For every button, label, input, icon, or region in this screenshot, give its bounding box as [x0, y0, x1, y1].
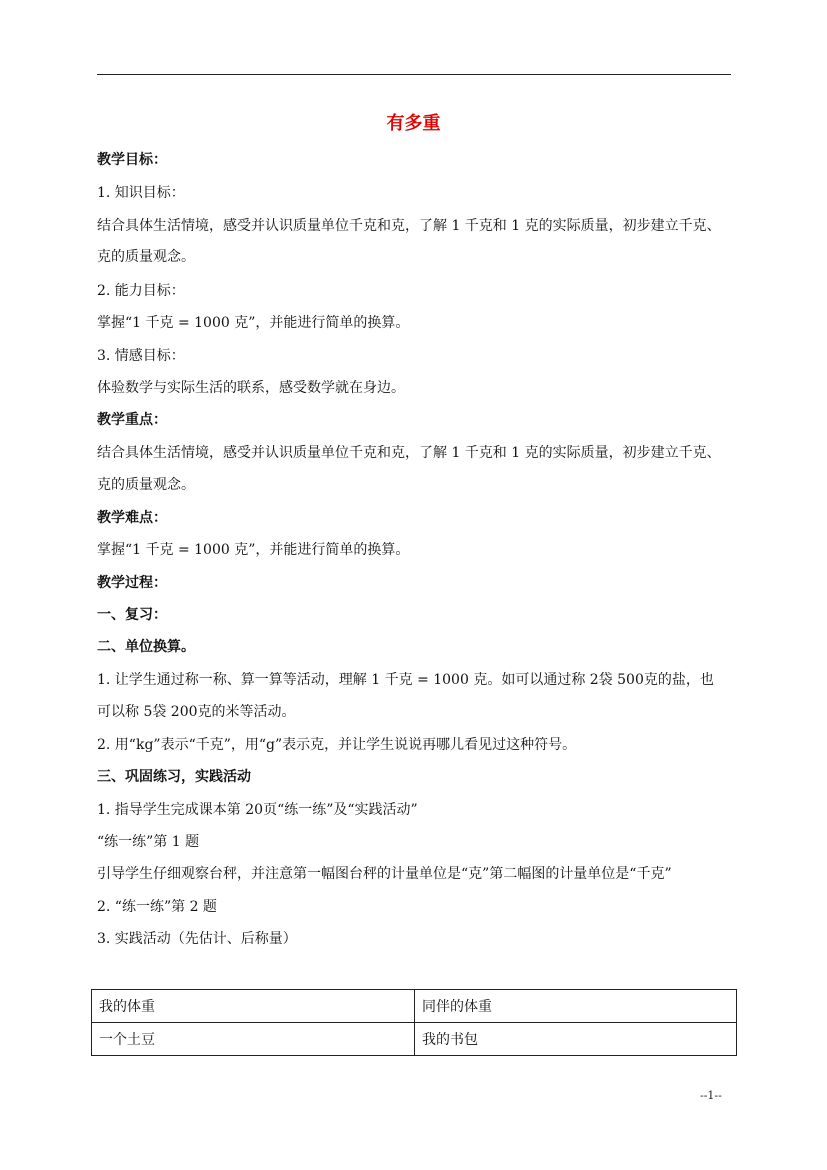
- paragraph-line: “练一练”第 1 题: [97, 834, 200, 850]
- paragraph-line: 可以称 5袋 200克的米等活动。: [97, 704, 296, 720]
- heading-teaching-goals: 教学目标：: [97, 152, 167, 168]
- table-cell: 我的书包: [415, 1023, 737, 1056]
- paragraph-line: 2. “练一练”第 2 题: [97, 899, 217, 915]
- weight-activity-table: [91, 989, 737, 1056]
- paragraph-line: 体验数学与实际生活的联系，感受数学就在身边。: [97, 380, 405, 396]
- goal-ability-label: 2. 能力目标：: [97, 283, 185, 299]
- paragraph-line: 结合具体生活情境，感受并认识质量单位千克和克，了解 1 千克和 1 克的实际质量，初步建立千克、: [97, 218, 721, 234]
- heading-key-points: 教学重点：: [97, 412, 167, 428]
- paragraph-line: 引导学生仔细观察台秤，并注意第一幅图台秤的计量单位是“克”第二幅图的计量单位是“千克”: [97, 866, 672, 882]
- page-number: --1--: [700, 1089, 722, 1102]
- paragraph-line: 1. 指导学生完成课本第 20页“练一练”及“实践活动”: [97, 802, 418, 818]
- paragraph-line: 3. 实践活动（先估计、后称量）: [97, 931, 297, 947]
- heading-practice: 三、巩固练习，实践活动: [97, 769, 251, 785]
- table-cell: 我的体重: [92, 990, 415, 1023]
- goal-knowledge-label: 1. 知识目标：: [97, 185, 185, 201]
- heading-difficulties: 教学难点：: [97, 510, 167, 526]
- table-row: [92, 990, 737, 1023]
- paragraph-line: 2. 用“kg”表示“千克”，用“g”表示克，并让学生说说再哪儿看见过这种符号。: [97, 737, 577, 753]
- paragraph-line: 掌握“1 千克 = 1000 克”，并能进行简单的换算。: [97, 542, 410, 558]
- table-cell: 一个土豆: [92, 1023, 415, 1056]
- heading-unit-conversion: 二、单位换算。: [97, 639, 195, 655]
- table-cell: 同伴的体重: [415, 990, 737, 1023]
- paragraph-line: 1. 让学生通过称一称、算一算等活动，理解 1 千克 = 1000 克。如可以通过称 2袋 500克的盐，也: [97, 672, 714, 688]
- goal-emotion-label: 3. 情感目标：: [97, 348, 185, 364]
- paragraph-line: 克的质量观念。: [97, 249, 195, 265]
- paragraph-line: 克的质量观念。: [97, 477, 195, 493]
- header-rule: [97, 74, 731, 75]
- table-row: [92, 1023, 737, 1056]
- paragraph-line: 结合具体生活情境，感受并认识质量单位千克和克，了解 1 千克和 1 克的实际质量，初步建立千克、: [97, 445, 721, 461]
- heading-teaching-process: 教学过程：: [97, 575, 167, 591]
- paragraph-line: 掌握“1 千克 = 1000 克”，并能进行简单的换算。: [97, 315, 410, 331]
- heading-review: 一、复习：: [97, 607, 167, 623]
- document-title: 有多重: [386, 113, 441, 134]
